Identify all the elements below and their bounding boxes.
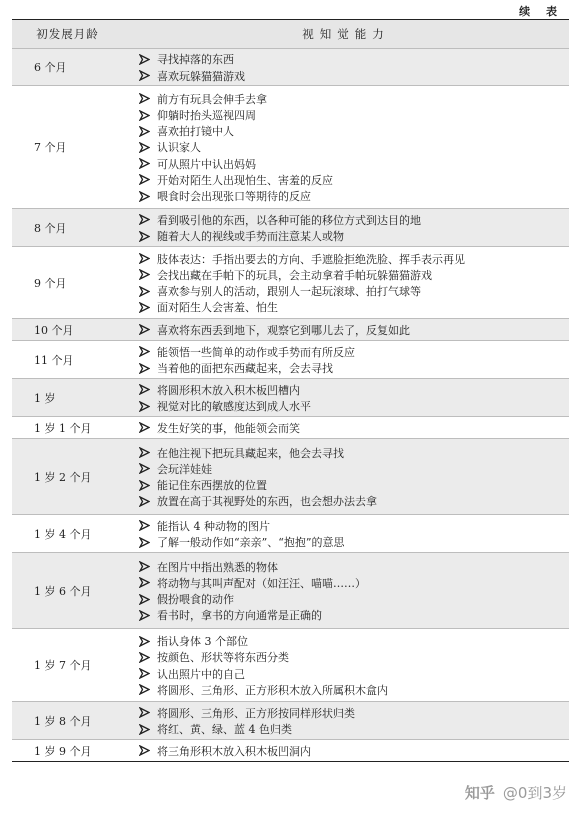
arrow-bullet-icon (139, 537, 151, 548)
list-item (139, 445, 569, 461)
watermark-handle: @0到3岁 (502, 784, 567, 802)
ability-cell (123, 417, 569, 438)
table-row (12, 208, 569, 246)
item-text: 喂食时会出现张口等期待的反应 (157, 190, 311, 204)
item-text: 将动物与其叫声配对（如汪汪、喵喵……） (157, 576, 366, 590)
ability-cell (123, 740, 569, 761)
item-text: 开始对陌生人出现怕生、害羞的反应 (157, 173, 333, 187)
arrow-bullet-icon (139, 384, 151, 395)
item-text: 当着他的面把东西藏起来，会去寻找 (157, 362, 333, 376)
arrow-bullet-icon (139, 269, 151, 280)
item-text: 按颜色、形状等将东西分类 (157, 651, 289, 665)
list-item (139, 518, 569, 534)
item-text: 喜欢参与别人的活动，跟别人一起玩滚球、拍打气球等 (157, 285, 421, 299)
age-cell: 1 岁 2 个月 (34, 470, 92, 484)
age-cell: 1 岁 6 个月 (34, 584, 92, 598)
list-item (139, 477, 569, 493)
table-body (12, 48, 569, 761)
arrow-bullet-icon (139, 286, 151, 297)
age-cell: 6 个月 (34, 61, 67, 74)
list-item (139, 51, 569, 67)
arrow-bullet-icon (139, 610, 151, 621)
age-cell: 10 个月 (34, 323, 74, 337)
arrow-bullet-icon (139, 142, 151, 153)
list-item (139, 123, 569, 139)
table-row (12, 378, 569, 416)
item-text: 将圆形、三角形、正方形按同样形状归类 (157, 706, 355, 720)
list-item (139, 591, 569, 607)
arrow-bullet-icon (139, 668, 151, 679)
item-text: 寻找掉落的东西 (157, 53, 234, 67)
arrow-bullet-icon (139, 480, 151, 491)
ability-column-header: 视知觉能力 (302, 27, 390, 41)
arrow-bullet-icon (139, 724, 151, 735)
item-text: 喜欢玩躲猫猫游戏 (157, 69, 245, 83)
ability-cell (123, 86, 569, 208)
arrow-bullet-icon (139, 324, 151, 335)
list-item (139, 743, 569, 759)
list-item (139, 139, 569, 155)
arrow-bullet-icon (139, 447, 151, 458)
item-text: 放置在高于其视野处的东西，也会想办法去拿 (157, 495, 377, 509)
arrow-bullet-icon (139, 577, 151, 588)
ability-cell (123, 553, 569, 628)
age-cell: 1 岁 8 个月 (34, 714, 92, 728)
list-item (139, 91, 569, 107)
item-text: 看到吸引他的东西，以各种可能的移位方式到达目的地 (157, 213, 421, 227)
list-item (139, 382, 569, 398)
table-row (12, 246, 569, 318)
ability-cell (123, 379, 569, 416)
vision-table (12, 19, 569, 762)
list-item (139, 534, 569, 550)
arrow-bullet-icon (139, 707, 151, 718)
table-row (12, 416, 569, 438)
arrow-bullet-icon (139, 422, 151, 433)
arrow-bullet-icon (139, 231, 151, 242)
arrow-bullet-icon (139, 158, 151, 169)
list-item (139, 251, 569, 267)
age-column-header: 初发展月龄 (36, 27, 99, 41)
item-text: 可从照片中认出妈妈 (157, 157, 256, 171)
ability-cell (123, 209, 569, 246)
arrow-bullet-icon (139, 652, 151, 663)
list-item (139, 493, 569, 509)
table-row (12, 514, 569, 552)
list-item (139, 107, 569, 123)
table-header (12, 20, 569, 48)
item-text: 将圆形积木放入积木板凹槽内 (157, 383, 300, 397)
arrow-bullet-icon (139, 110, 151, 121)
arrow-bullet-icon (139, 191, 151, 202)
arrow-bullet-icon (139, 561, 151, 572)
watermark (465, 782, 567, 803)
arrow-bullet-icon (139, 401, 151, 412)
table-row (12, 628, 569, 701)
age-cell: 1 岁 4 个月 (34, 527, 92, 541)
list-item (139, 398, 569, 414)
list-item (139, 267, 569, 283)
age-cell: 1 岁 1 个月 (34, 421, 92, 435)
arrow-bullet-icon (139, 214, 151, 225)
item-text: 仰躺时抬头巡视四周 (157, 109, 256, 123)
age-cell: 1 岁 7 个月 (34, 659, 92, 672)
table-row (12, 701, 569, 739)
age-cell: 7 个月 (34, 141, 67, 154)
age-cell: 1 岁 9 个月 (34, 744, 92, 758)
item-text: 喜欢将东西丢到地下，观察它到哪儿去了，反复如此 (157, 323, 410, 337)
item-text: 前方有玩具会伸手去拿 (157, 92, 267, 106)
list-item (139, 156, 569, 172)
list-item (139, 575, 569, 591)
ability-cell (123, 247, 569, 318)
list-item (139, 607, 569, 623)
item-text: 在图片中指出熟悉的物体 (157, 560, 278, 574)
table-row (12, 318, 569, 340)
ability-cell (123, 629, 569, 701)
age-cell: 8 个月 (34, 221, 67, 235)
list-item (139, 322, 569, 338)
list-item (139, 649, 569, 665)
item-text: 认识家人 (157, 141, 201, 155)
list-item (139, 633, 569, 649)
list-item (139, 188, 569, 204)
item-text: 发生好笑的事，他能领会而笑 (157, 421, 300, 435)
list-item (139, 705, 569, 721)
continued-label: 续 表 (519, 5, 563, 18)
arrow-bullet-icon (139, 520, 151, 531)
arrow-bullet-icon (139, 594, 151, 605)
arrow-bullet-icon (139, 346, 151, 357)
arrow-bullet-icon (139, 302, 151, 313)
item-text: 会找出藏在手帕下的玩具，会主动拿着手帕玩躲猫猫游戏 (157, 268, 432, 282)
ability-cell (123, 49, 569, 85)
item-text: 面对陌生人会害羞、怕生 (157, 301, 278, 315)
ability-cell (123, 341, 569, 378)
ability-cell (123, 319, 569, 340)
item-text: 假扮喂食的动作 (157, 593, 234, 607)
item-text: 将三角形积木放入积木板凹洞内 (157, 744, 311, 758)
list-item (139, 299, 569, 315)
item-text: 看书时，拿书的方向通常是正确的 (157, 609, 322, 623)
item-text: 在他注视下把玩具藏起来，他会去寻找 (157, 446, 344, 460)
arrow-bullet-icon (139, 463, 151, 474)
list-item (139, 283, 569, 299)
item-text: 能领悟一些简单的动作或手势而有所反应 (157, 345, 355, 359)
item-text: 视觉对比的敏感度达到成人水平 (157, 400, 311, 414)
item-text: 随着大人的视线或手势而注意某人或物 (157, 230, 344, 244)
item-text: 指认身体 3 个部位 (157, 635, 248, 649)
arrow-bullet-icon (139, 174, 151, 185)
arrow-bullet-icon (139, 70, 151, 81)
arrow-bullet-icon (139, 253, 151, 264)
list-item (139, 172, 569, 188)
ability-cell (123, 515, 569, 552)
arrow-bullet-icon (139, 636, 151, 647)
arrow-bullet-icon (139, 363, 151, 374)
list-item (139, 228, 569, 244)
zhihu-logo: 知乎 (464, 784, 495, 802)
arrow-bullet-icon (139, 54, 151, 65)
table-row (12, 438, 569, 514)
item-text: 能指认 4 种动物的图片 (157, 519, 270, 533)
item-text: 将圆形、三角形、正方形积木放入所属积木盒内 (157, 683, 388, 697)
age-cell: 9 个月 (34, 276, 67, 290)
age-cell: 11 个月 (34, 353, 74, 367)
item-text: 喜欢拍打镜中人 (157, 125, 234, 139)
arrow-bullet-icon (139, 684, 151, 695)
item-text: 会玩洋娃娃 (157, 462, 212, 476)
item-text: 肢体表达：手指出要去的方向、手遮脸拒绝洗脸、挥手表示再见 (157, 252, 465, 266)
age-cell: 1 岁 (34, 391, 56, 405)
list-item (139, 461, 569, 477)
list-item (139, 682, 569, 698)
table-row (12, 85, 569, 208)
list-item (139, 360, 569, 376)
list-item (139, 344, 569, 360)
table-row (12, 739, 569, 761)
table-row (12, 48, 569, 85)
list-item (139, 212, 569, 228)
arrow-bullet-icon (139, 126, 151, 137)
arrow-bullet-icon (139, 745, 151, 756)
ability-cell (123, 702, 569, 739)
list-item (139, 420, 569, 436)
arrow-bullet-icon (139, 93, 151, 104)
list-item (139, 721, 569, 737)
table-row (12, 340, 569, 378)
table-row (12, 552, 569, 628)
item-text: 能记住东西摆放的位置 (157, 479, 267, 493)
item-text: 将红、黄、绿、蓝 4 色归类 (157, 723, 292, 737)
list-item (139, 67, 569, 83)
item-text: 了解一般动作如“亲亲”、“抱抱”的意思 (157, 536, 345, 550)
ability-cell (123, 439, 569, 514)
item-text: 认出照片中的自己 (157, 667, 245, 681)
arrow-bullet-icon (139, 496, 151, 507)
list-item (139, 559, 569, 575)
list-item (139, 665, 569, 681)
